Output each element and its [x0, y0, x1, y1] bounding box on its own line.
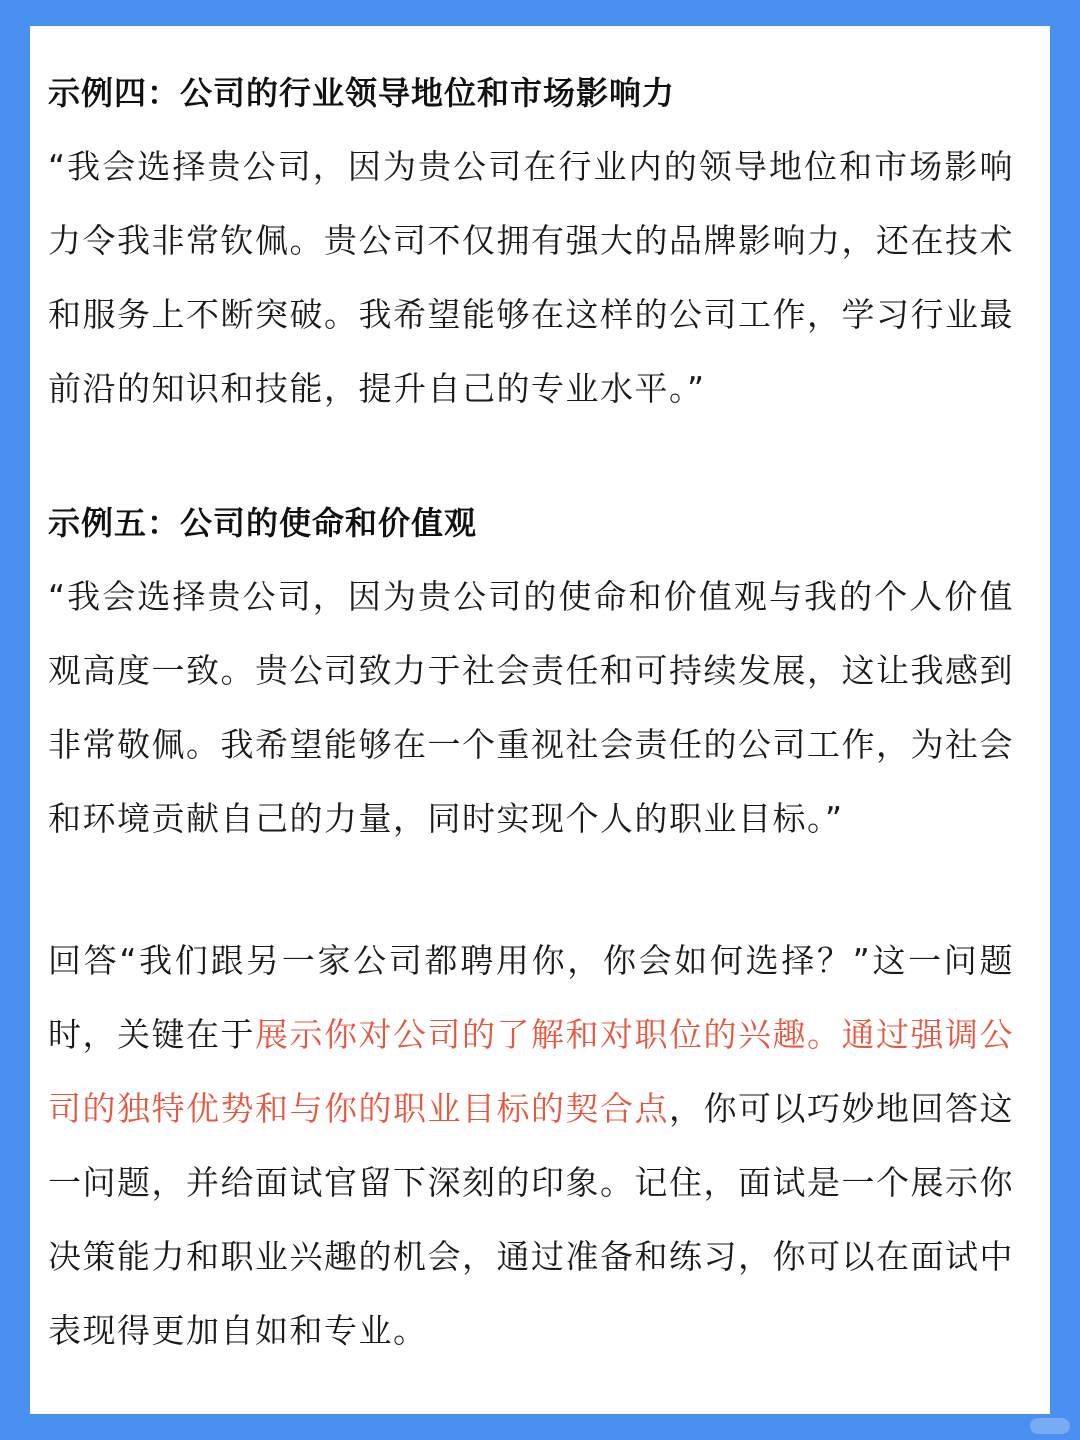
spacer — [48, 426, 1032, 494]
section-four — [48, 64, 1014, 426]
conclusion-highlight: 展示你对公司的了解和对职位的兴趣。通过强调公司的独特优势和与你的职业目标的契合点 — [48, 1015, 1014, 1128]
section-four-body: “我会选择贵公司，因为贵公司在行业内的领导地位和市场影响力令我非常钦佩。贵公司不仅拥有强大的品牌影响力，还在技术和服务上不断突破。我希望能够在这样的公司工作，学习行业最前沿的知识和技能，提升自己的专业水平。” — [48, 147, 1014, 408]
section-four-heading: 示例四：公司的行业领导地位和市场影响力 — [48, 74, 676, 112]
section-five-heading: 示例五：公司的使命和价值观 — [48, 504, 478, 542]
content-card — [30, 26, 1050, 1414]
section-five — [48, 494, 1014, 856]
conclusion-paragraph — [48, 924, 1014, 1368]
watermark-badge — [1030, 1418, 1070, 1434]
conclusion-text-end: ，你可以巧妙地回答这一问题，并给面试官留下深刻的印象。记住，面试是一个展示你决策能力和职业兴趣的机会，通过准备和练习，你可以在面试中表现得更加自如和专业。 — [48, 1089, 1014, 1350]
conclusion-text-start: 回答“我们跟另一家公司都聘用你，你会如何选择？”这一问题时，关键在于 — [48, 941, 1014, 1054]
section-five-body: “我会选择贵公司，因为贵公司的使命和价值观与我的个人价值观高度一致。贵公司致力于社会责任和可持续发展，这让我感到非常敬佩。我希望能够在一个重视社会责任的公司工作，为社会和环境贡献自己的力量，同时实现个人的职业目标。” — [48, 577, 1014, 838]
spacer — [48, 856, 1032, 924]
conclusion — [48, 924, 1014, 1368]
